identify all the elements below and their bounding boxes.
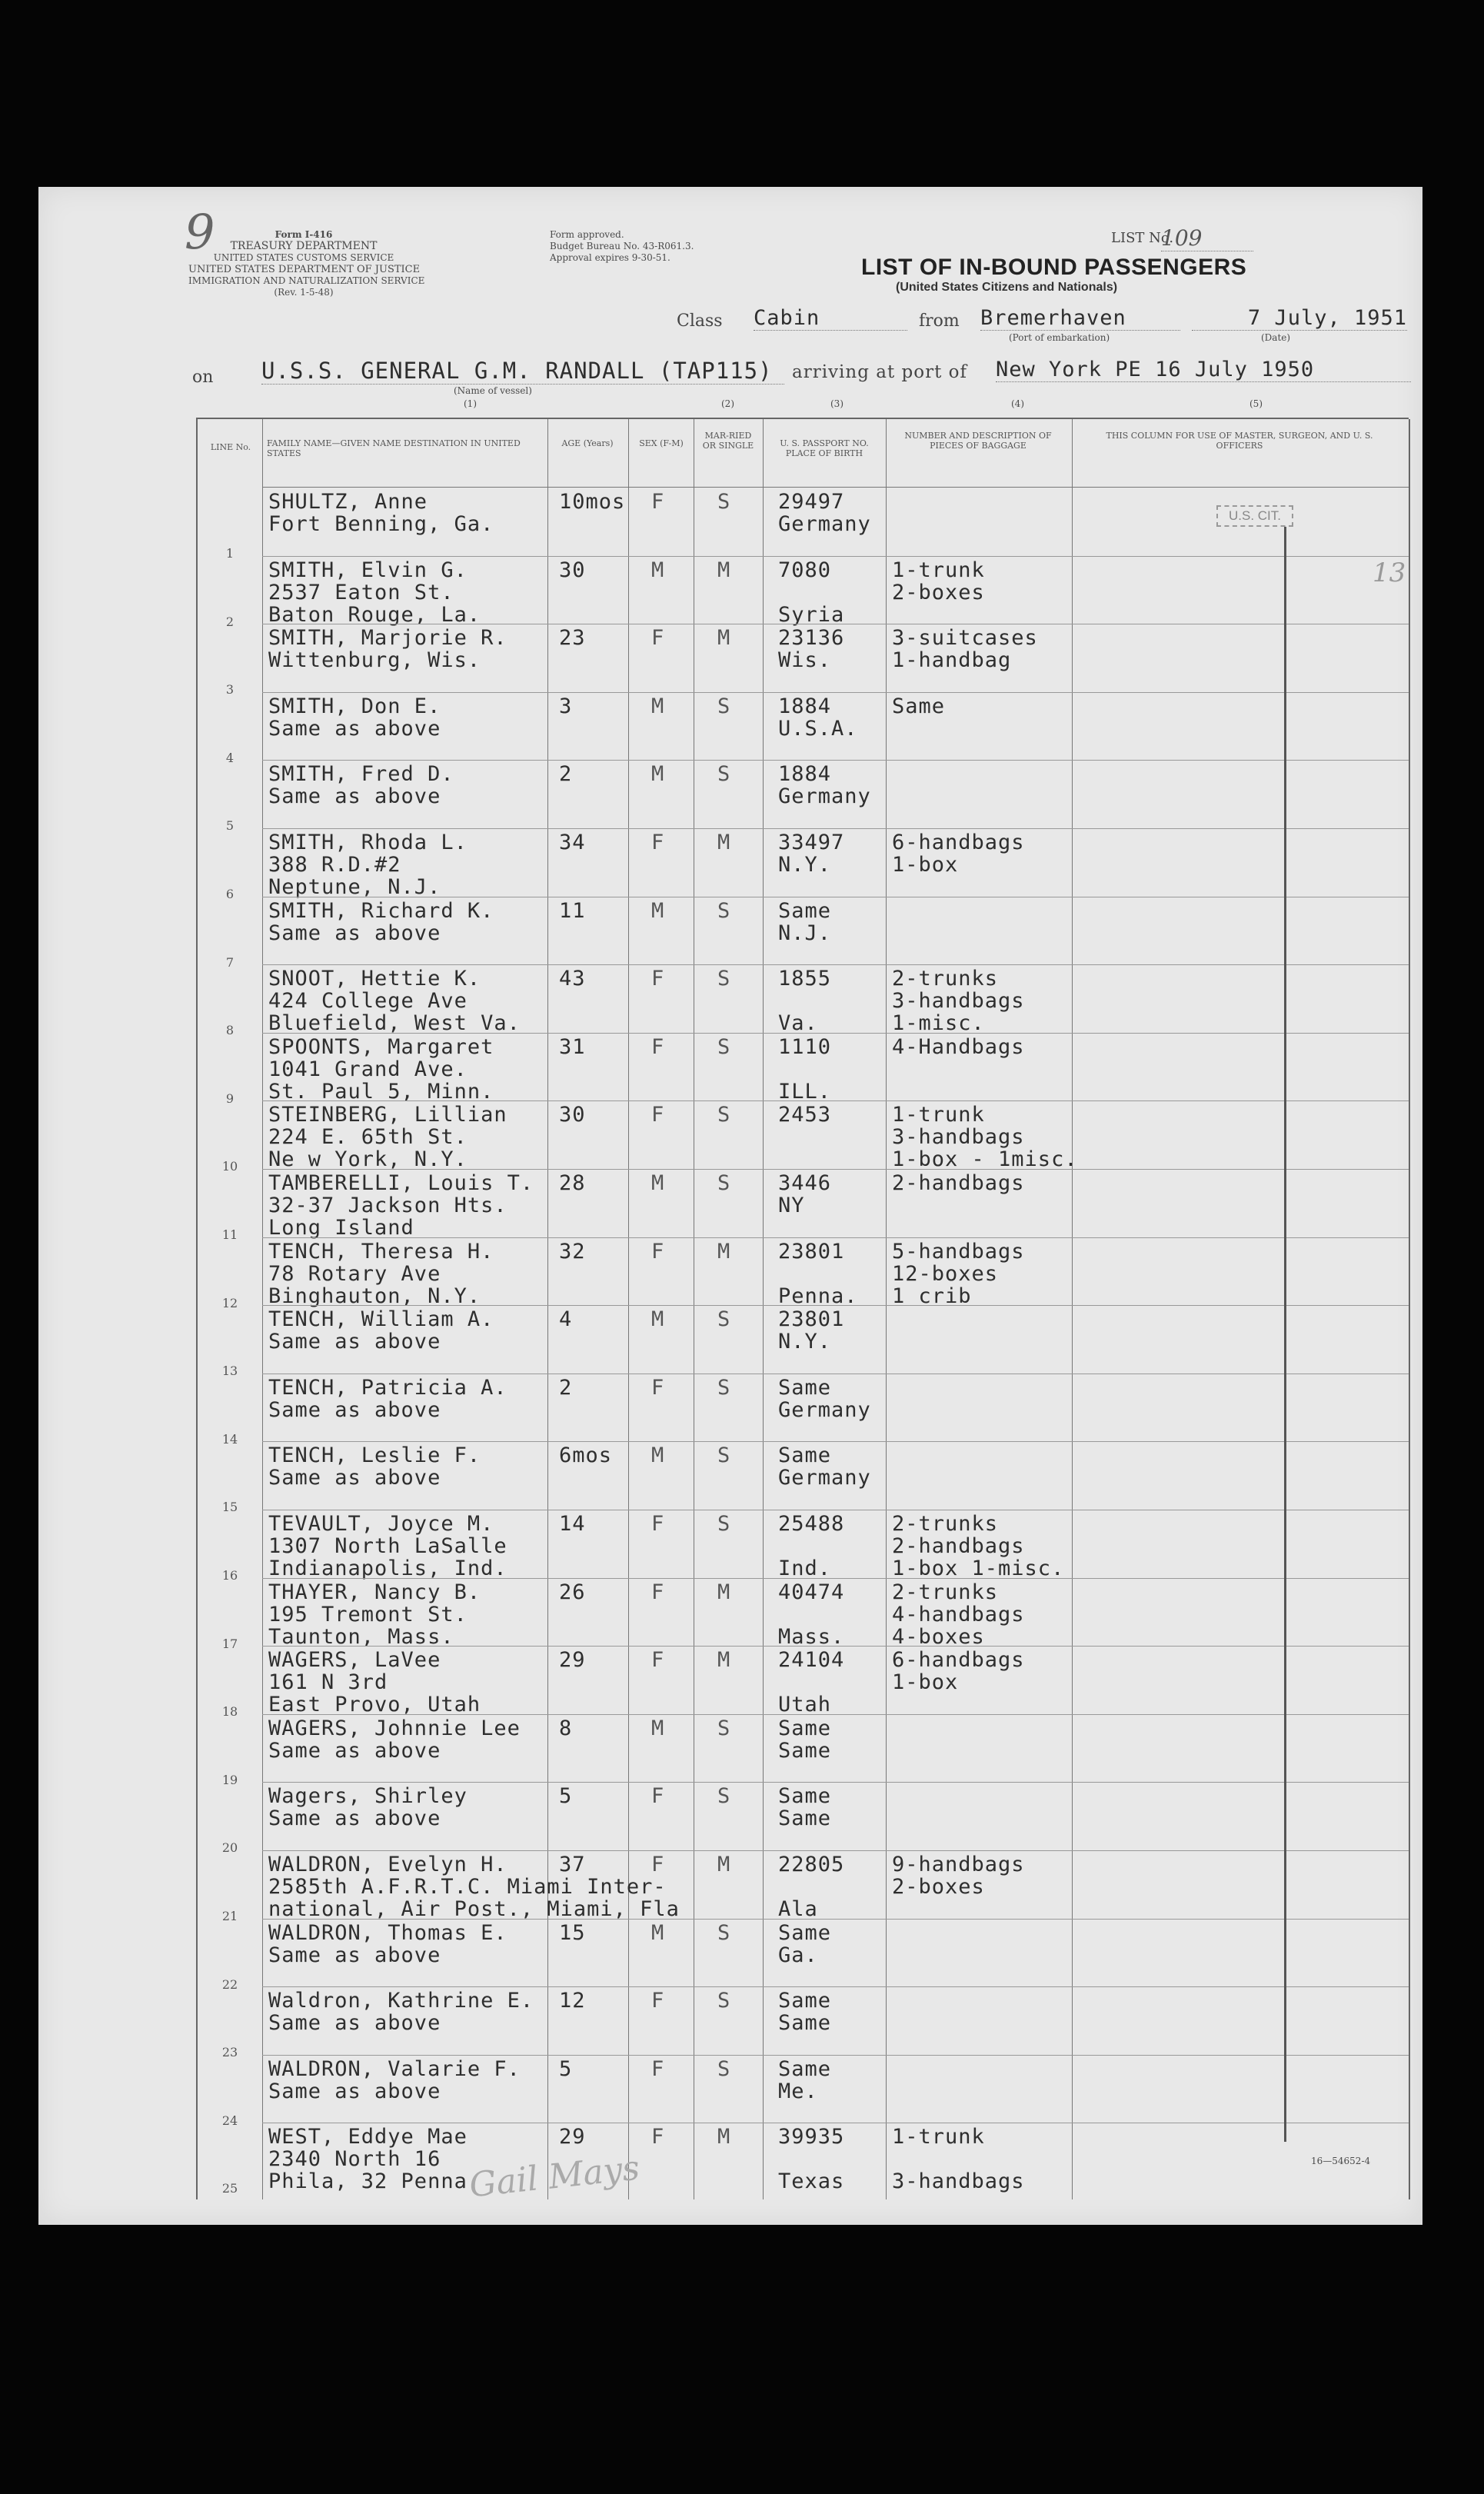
line-number: 22 [221,1976,238,1992]
passenger-sex: F [651,1784,665,1809]
passenger-name: WALDRON, Evelyn H. 2585th A.F.R.T.C. Miami Inter- national, Air Post., Miami, Fla [268,1853,680,1921]
passenger-name: STEINBERG, Lillian 224 E. 65th St. Ne w York, N.Y. [268,1103,507,1172]
marital-status: M [717,1648,731,1673]
passport-birthplace: 33497 N.Y. [778,831,845,877]
passenger-name: TENCH, Theresa H. 78 Rotary Ave Binghauton, N.Y. [268,1239,494,1308]
line-number: 18 [221,1704,238,1720]
row-divider [262,1714,1409,1715]
baggage: 6-handbags 1-box [892,831,1025,877]
passport-birthplace: Same Me. [778,2056,832,2103]
passenger-name: SMITH, Fred D. Same as above [268,762,454,809]
passenger-age: 30 [559,1103,586,1127]
passenger-sex: F [651,1512,665,1536]
row-divider [262,964,1409,965]
passenger-age: 6mos [559,1443,613,1468]
baggage: 1-trunk 3-handbags [892,2125,1025,2194]
passenger-sex: F [651,2125,665,2149]
passenger-age: 28 [559,1171,586,1195]
baggage: Same [892,694,946,718]
col-num-3: (3) [830,398,843,409]
baggage: 9-handbags 2-boxes [892,1853,1025,1899]
passenger-sex: M [651,558,665,582]
passenger-age: 11 [559,898,586,923]
row-divider [262,1169,1409,1170]
marital-status: S [717,490,731,514]
marital-status: S [717,1784,731,1809]
passenger-age: 2 [559,1375,573,1400]
arriving-label: arriving at port of [792,362,967,382]
passenger-name: THAYER, Nancy B. 195 Tremont St. Taunton, Mass. [268,1580,481,1649]
passenger-age: 5 [559,2056,573,2081]
row-divider [262,1100,1409,1101]
passenger-age: 5 [559,1784,573,1809]
marital-status: S [717,694,731,718]
passenger-name: TENCH, Leslie F. Same as above [268,1443,481,1490]
baggage: 1-trunk 2-boxes [892,558,985,604]
col-num-1: (1) [464,398,477,409]
passenger-name: TENCH, William A. Same as above [268,1307,494,1354]
col-num-2: (2) [721,398,734,409]
footer-code: 16—54652-4 [1311,2156,1371,2166]
from-value: Bremerhaven [980,306,1180,331]
passenger-name: TAMBERELLI, Louis T. 32-37 Jackson Hts. Long Island [268,1171,534,1240]
approval-block [550,229,694,264]
line-number: 16 [221,1568,238,1583]
approval-line: Budget Bureau No. 43-R061.3. [550,241,694,251]
passport-birthplace: Same Same [778,1784,832,1831]
form-title: LIST OF IN-BOUND PASSENGERS [861,255,1247,280]
passport-birthplace: Same N.J. [778,898,832,945]
passenger-sex: M [651,1171,665,1195]
baggage: 2-handbags [892,1171,1025,1195]
passenger-age: 8 [559,1716,573,1740]
manifest-page [38,187,1422,2225]
form-subtitle: (United States Citizens and Nationals) [896,281,1118,294]
marital-status: M [717,1239,731,1264]
marital-status: S [717,1034,731,1059]
form-dept: TREASURY DEPARTMENT [230,240,378,252]
passenger-name: TEVAULT, Joyce M. 1307 North LaSalle Indianapolis, Ind. [268,1512,507,1580]
marital-status: S [717,1443,731,1468]
passport-birthplace: 7080 Syria [778,558,845,627]
passport-birthplace: 1884 Germany [778,762,871,809]
baggage: 4-Handbags [892,1034,1025,1059]
header-passport: U. S. PASSPORT NO. PLACE OF BIRTH [780,438,869,458]
line-number: 12 [221,1295,238,1310]
form-dept2: UNITED STATES DEPARTMENT OF JUSTICE [188,264,421,275]
line-number: 7 [225,954,235,970]
passenger-name: Wagers, Shirley Same as above [268,1784,467,1831]
passenger-sex: F [651,831,665,854]
passenger-sex: F [651,1580,665,1604]
row-divider [262,1850,1409,1851]
passenger-sex: F [651,1989,665,2013]
marital-status: M [717,626,731,651]
form-rev: (Rev. 1-5-48) [274,287,334,298]
tally-mark: 13 [1373,558,1406,588]
approval-line: Approval expires 9-30-51. [550,252,670,263]
passenger-sex: F [651,1375,665,1400]
row-divider [262,1305,1409,1306]
marital-status: M [717,2125,731,2149]
marital-status: S [717,1920,731,1945]
line-number: 8 [225,1023,235,1038]
passenger-sex: M [651,898,665,923]
marital-status: S [717,2056,731,2081]
date-value: 7 July, 1951 [1192,306,1407,331]
marital-status: M [717,1853,731,1876]
passenger-name: WALDRON, Valarie F. Same as above [268,2056,521,2103]
passenger-name: SMITH, Richard K. Same as above [268,898,494,945]
passenger-name: SHULTZ, Anne Fort Benning, Ga. [268,490,494,536]
line-number: 5 [225,818,235,834]
passenger-age: 14 [559,1512,586,1536]
passenger-sex: F [651,967,665,991]
passport-birthplace: 23801 N.Y. [778,1307,845,1354]
passenger-name: SNOOT, Hettie K. 424 College Ave Bluefield, West Va. [268,967,521,1036]
passenger-sex: M [651,1920,665,1945]
marital-status: S [717,1512,731,1536]
passport-birthplace: 1855 Va. [778,967,832,1036]
baggage: 2-trunks 3-handbags 1-misc. [892,967,1025,1036]
passenger-age: 43 [559,967,586,991]
line-number: 24 [221,2113,238,2128]
port-arrival: New York PE 16 July 1950 [996,358,1411,382]
signature: Gail Mays [467,2148,642,2206]
row-divider [262,1033,1409,1034]
passenger-age: 32 [559,1239,586,1264]
header-name: FAMILY NAME—GIVEN NAME DESTINATION IN UNITED STATES [267,438,521,458]
line-number: 1 [225,546,235,561]
passenger-sex: F [651,2056,665,2081]
row-divider [262,1237,1409,1238]
passenger-age: 34 [559,831,586,854]
row-divider [262,2055,1409,2056]
baggage: 6-handbags 1-box [892,1648,1025,1695]
passenger-name: SMITH, Marjorie R. Wittenburg, Wis. [268,626,507,673]
passenger-sex: M [651,762,665,787]
passenger-age: 23 [559,626,586,651]
marital-status: S [717,1716,731,1740]
passenger-sex: F [651,626,665,651]
passenger-name: SMITH, Rhoda L. 388 R.D.#2 Neptune, N.J. [268,831,467,899]
passenger-age: 15 [559,1920,586,1945]
passenger-age: 4 [559,1307,573,1332]
baggage: 3-suitcases 1-handbag [892,626,1038,673]
line-number: 14 [221,1431,238,1447]
passenger-name: WAGERS, LaVee 161 N 3rd East Provo, Utah [268,1648,481,1717]
port-caption: (Port of embarkation) [1009,332,1110,343]
row-divider [262,556,1409,557]
passenger-sex: F [651,1034,665,1059]
line-number: 13 [221,1364,238,1379]
form-number: Form I-416 [275,229,333,240]
line-number: 23 [221,2045,238,2060]
passenger-age: 26 [559,1580,586,1604]
row-divider [262,760,1409,761]
on-label: on [192,368,214,387]
passport-birthplace: Same Germany [778,1443,871,1490]
passenger-age: 30 [559,558,586,582]
row-divider [262,692,1409,693]
header-married: MAR-RIED OR SINGLE [702,431,754,451]
form-block [188,229,425,298]
row-divider [262,1441,1409,1442]
marital-status: S [717,762,731,787]
marital-status: S [717,1375,731,1400]
officer-vertical-line [1284,527,1286,2142]
passenger-age: 2 [559,762,573,787]
line-number: 17 [221,1636,238,1651]
passenger-name: TENCH, Patricia A. Same as above [268,1375,507,1422]
line-number: 9 [225,1091,235,1106]
row-divider [262,1646,1409,1647]
line-number: 11 [221,1227,238,1242]
marital-status: S [717,1989,731,2013]
passenger-sex: M [651,1443,665,1468]
passenger-name: SMITH, Don E. Same as above [268,694,441,741]
passenger-name: WEST, Eddye Mae 2340 North 16 Phila, 32 Penna [268,2125,467,2194]
passport-birthplace: 23801 Penna. [778,1239,858,1308]
passenger-sex: M [651,1716,665,1740]
header-age: AGE (Years) [561,438,614,448]
header-baggage: NUMBER AND DESCRIPTION OF PIECES OF BAGGAGE [904,431,1052,451]
vessel-name: U.S.S. GENERAL G.M. RANDALL (TAP115) [261,358,784,385]
passport-birthplace: Same Germany [778,1375,871,1422]
passenger-age: 10mos [559,490,626,514]
row-divider [262,1578,1409,1579]
passenger-age: 31 [559,1034,586,1059]
passport-birthplace: 29497 Germany [778,490,871,536]
marital-status: M [717,1580,731,1604]
passenger-sex: F [651,1239,665,1264]
passenger-name: WAGERS, Johnnie Lee Same as above [268,1716,521,1763]
col-num-4: (4) [1011,398,1024,409]
row-divider [262,1782,1409,1783]
passenger-table [196,418,1409,2199]
marital-status: S [717,1307,731,1332]
class-label: Class [677,311,723,331]
passport-birthplace: 39935 Texas [778,2125,845,2194]
header-line-no: LINE No. [210,442,251,452]
passport-birthplace: 3446 NY [778,1171,832,1217]
passport-birthplace: Same Same [778,1716,832,1763]
passport-birthplace: Same Ga. [778,1920,832,1967]
marital-status: M [717,831,731,854]
passenger-name: SPOONTS, Margaret 1041 Grand Ave. St. Paul 5, Minn. [268,1034,494,1104]
list-no-label: LIST No. [1111,230,1174,246]
passenger-age: 3 [559,694,573,718]
line-number: 21 [221,1909,238,1923]
form-service2: IMMIGRATION AND NATURALIZATION SERVICE [188,275,425,286]
passport-birthplace: 23136 Wis. [778,626,845,673]
passport-birthplace: Same Same [778,1989,832,2036]
passenger-name: SMITH, Elvin G. 2537 Eaton St. Baton Rouge, La. [268,558,481,627]
marital-status: S [717,1171,731,1195]
passenger-sex: F [651,490,665,514]
class-value: Cabin [754,306,907,331]
line-number: 25 [221,2181,238,2196]
passenger-name: Waldron, Kathrine E. Same as above [268,1989,534,2036]
passenger-sex: F [651,1103,665,1127]
baggage: 1-trunk 3-handbags 1-box - 1misc. [892,1103,1078,1172]
line-number: 4 [225,750,235,765]
passport-birthplace: 1884 U.S.A. [778,694,858,741]
uscit-stamp: U.S. CIT. [1216,505,1293,527]
passport-birthplace: 22805 Ala [778,1853,845,1921]
passport-birthplace: 2453 [778,1103,832,1127]
passport-birthplace: 24104 Utah [778,1648,845,1717]
passport-birthplace: 25488 Ind. [778,1512,845,1580]
line-number: 6 [225,887,235,901]
baggage: 5-handbags 12-boxes 1 crib [892,1239,1025,1308]
passenger-age: 12 [559,1989,586,2013]
line-number: 2 [225,614,235,629]
passenger-sex: M [651,1307,665,1332]
passenger-age: 29 [559,2125,586,2149]
passenger-sex: F [651,1853,665,1876]
marital-status: S [717,1103,731,1127]
line-number: 20 [221,1840,238,1856]
corner-mark: 9 [185,204,215,260]
passenger-sex: M [651,694,665,718]
date-caption: (Date) [1261,332,1291,343]
passport-birthplace: 40474 Mass. [778,1580,845,1649]
row-divider [262,1986,1409,1987]
passenger-age: 29 [559,1648,586,1673]
baggage: 2-trunks 4-handbags 4-boxes [892,1580,1025,1649]
passenger-sex: F [651,1648,665,1673]
list-no: 109 [1161,225,1253,251]
marital-status: S [717,898,731,923]
header-officers: THIS COLUMN FOR USE OF MASTER, SURGEON, AND U. S. OFFICERS [1106,431,1373,451]
row-divider [262,1919,1409,1920]
line-number: 10 [221,1159,238,1174]
line-number: 19 [221,1772,238,1787]
from-label: from [919,311,960,331]
marital-status: M [717,558,731,582]
row-divider [262,828,1409,829]
line-number: 15 [221,1500,238,1515]
passenger-name: WALDRON, Thomas E. Same as above [268,1920,507,1967]
header-sex: SEX (F-M) [639,438,684,448]
line-number: 3 [225,682,235,698]
marital-status: S [717,967,731,991]
baggage: 2-trunks 2-handbags 1-box 1-misc. [892,1512,1065,1580]
col-num-5: (5) [1249,398,1263,409]
vessel-caption: (Name of vessel) [454,385,532,396]
approval-line: Form approved. [550,229,624,240]
form-service: UNITED STATES CUSTOMS SERVICE [213,252,394,263]
passport-birthplace: 1110 ILL. [778,1034,832,1104]
passenger-age: 37 [559,1853,586,1876]
